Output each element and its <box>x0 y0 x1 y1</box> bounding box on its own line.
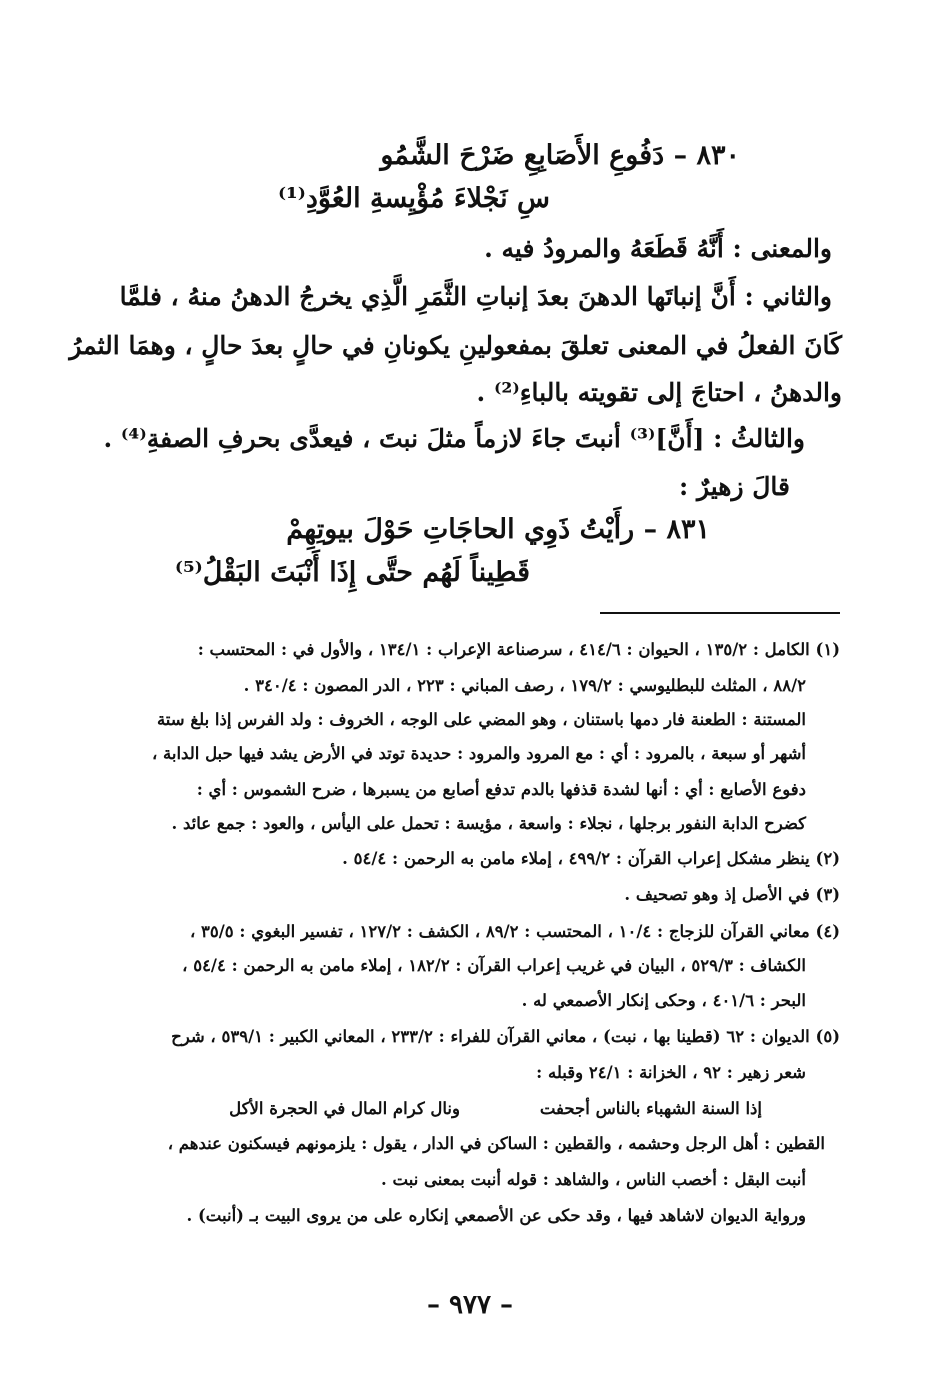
footnote-5-verse-second-half: ونال كرام المال في الحجرة الأكل <box>229 1099 460 1118</box>
verse-830-line-1: ٨٣٠ – دَفُوعِ الأَصَابِعِ ضَرْحَ الشَّمُو <box>380 140 740 171</box>
body-paragraph-3: والثالثُ : [أَنَّ]⁽³⁾ أنبتَ جاءَ لازماً مثلَ نبتَ ، فيعدَّى بحرفِ الصفةِ⁽⁴⁾ . <box>103 424 805 453</box>
footnote-separator <box>600 612 840 614</box>
body-paragraph-2-line-2: كَانَ الفعلُ في المعنى تعلقَ بمفعولينِ يكونانِ في حالٍ بعدَ حالٍ ، وهمَا الثمرُ <box>69 331 842 360</box>
page-number: – ٩٧٧ – <box>426 1290 514 1320</box>
footnote-4-line-2: الكشاف : ٥٢٩/٣ ، البيان في غريب إعراب القرآن : ١٨٢/٢ ، إملاء مامن به الرحمن : ٥٤/٤ ، <box>182 956 806 975</box>
footnote-1-line-3: المستنة : الطعنة فار دمها باستنان ، وهو المضي على الوجه ، الخروف : ولد الفرس إذا بلغ ستة <box>156 710 806 729</box>
body-paragraph-2-line-3: والدهنُ ، احتاجَ إلى تقويته بالباءِ⁽²⁾ . <box>476 378 842 407</box>
footnote-5-line-5: ورواية الديوان لاشاهد فيها ، وقد حكى عن الأصمعي إنكاره على من يروى البيت بـ (أنبت) . <box>186 1206 806 1225</box>
verse-830-line-2: سِ نَجْلاءَ مُؤْيِسةِ العُوَّدِ⁽¹⁾ <box>277 183 550 214</box>
footnote-5-line-1: (٥) الديوان : ٦٢ (قطينا بها ، نبت) ، معاني القرآن للفراء : ٢٣٣/٢ ، المعاني الكبير : ٥٣٩/١ ، شرح <box>171 1027 840 1046</box>
footnote-4-line-3: البحر : ٤٠١/٦ ، وحكى إنكار الأصمعي له . <box>521 991 806 1010</box>
verse-831-line-1: ٨٣١ – رأَيْتُ ذَوِي الحاجَاتِ حَوْلَ بيوتِهِمْ <box>286 514 710 545</box>
footnote-1-line-6: كضرح الدابة النفور برجلها ، نجلاء : واسعة ، مؤيسة : تحمل على اليأس ، والعود : جمع عائد . <box>171 814 806 833</box>
poet-intro: قالَ زهيرٌ : <box>679 472 790 501</box>
footnote-5-line-4: أنبت البقل : أخصب الناس ، والشاهد : قوله أنبت بمعنى نبت . <box>381 1170 806 1189</box>
footnote-5-verse-first-half: إذا السنة الشهباء بالناس أجحفت <box>539 1099 762 1118</box>
footnote-5-line-2: شعر زهير : ٩٢ ، الخزانة : ٢٤/١ وقبله : <box>536 1063 806 1082</box>
footnote-5-line-3: القطين : أهل الرجل وحشمه ، والقطين : الساكن في الدار ، يقول : يلزمونهم فيسكنون عندهم ، <box>167 1134 825 1153</box>
footnote-4-line-1: (٤) معاني القرآن للزجاج : ١٠/٤ ، المحتسب : ٨٩/٢ ، الكشف : ١٢٧/٢ ، تفسير البغوي : ٣٥/٥ ، <box>189 922 840 941</box>
footnote-1-line-5: دفوع الأصابع : أي : أنها لشدة قذفها بالدم تدفع أصابع من يسبرها ، ضرح الشموس : أي : <box>196 780 806 799</box>
footnote-1-line-1: (١) الكامل : ١٣٥/٢ ، الحيوان : ٤١٤/٦ ، سرصناعة الإعراب : ١٣٤/١ ، والأول في : المحتسب : <box>197 640 840 659</box>
footnote-1-line-4: أشهر أو سبعة ، بالمرود : أي : مع المرود والمرود : حديدة توتد في الأرض يشد فيها حبل الدابة ، <box>151 744 806 763</box>
footnote-2: (٢) ينظر مشكل إعراب القرآن : ٤٩٩/٢ ، إملاء مامن به الرحمن : ٥٤/٤ . <box>342 849 840 868</box>
footnote-3: (٣) في الأصل إذ وهو تصحيف . <box>624 885 840 904</box>
body-paragraph-1: والمعنى : أَنَّهُ قَطَعَهُ والمرودُ فيه . <box>484 234 832 263</box>
verse-831-line-2: قَطِيناً لَهُم حتَّى إِذَا أَنْبَتَ البَقْلُ⁽⁵⁾ <box>174 557 530 588</box>
body-paragraph-2-line-1: والثاني : أَنَّ إنباتَها الدهنَ بعدَ إنباتِ الثَّمَرِ الَّذِي يخرجُ الدهنُ منهُ ، فلمَّا <box>119 282 832 311</box>
footnote-1-line-2: ٨٨/٢ ، المثلث للبطليوسي : ١٧٩/٢ ، رصف المباني : ٢٢٣ ، الدر المصون : ٣٤٠/٤ . <box>243 676 806 695</box>
